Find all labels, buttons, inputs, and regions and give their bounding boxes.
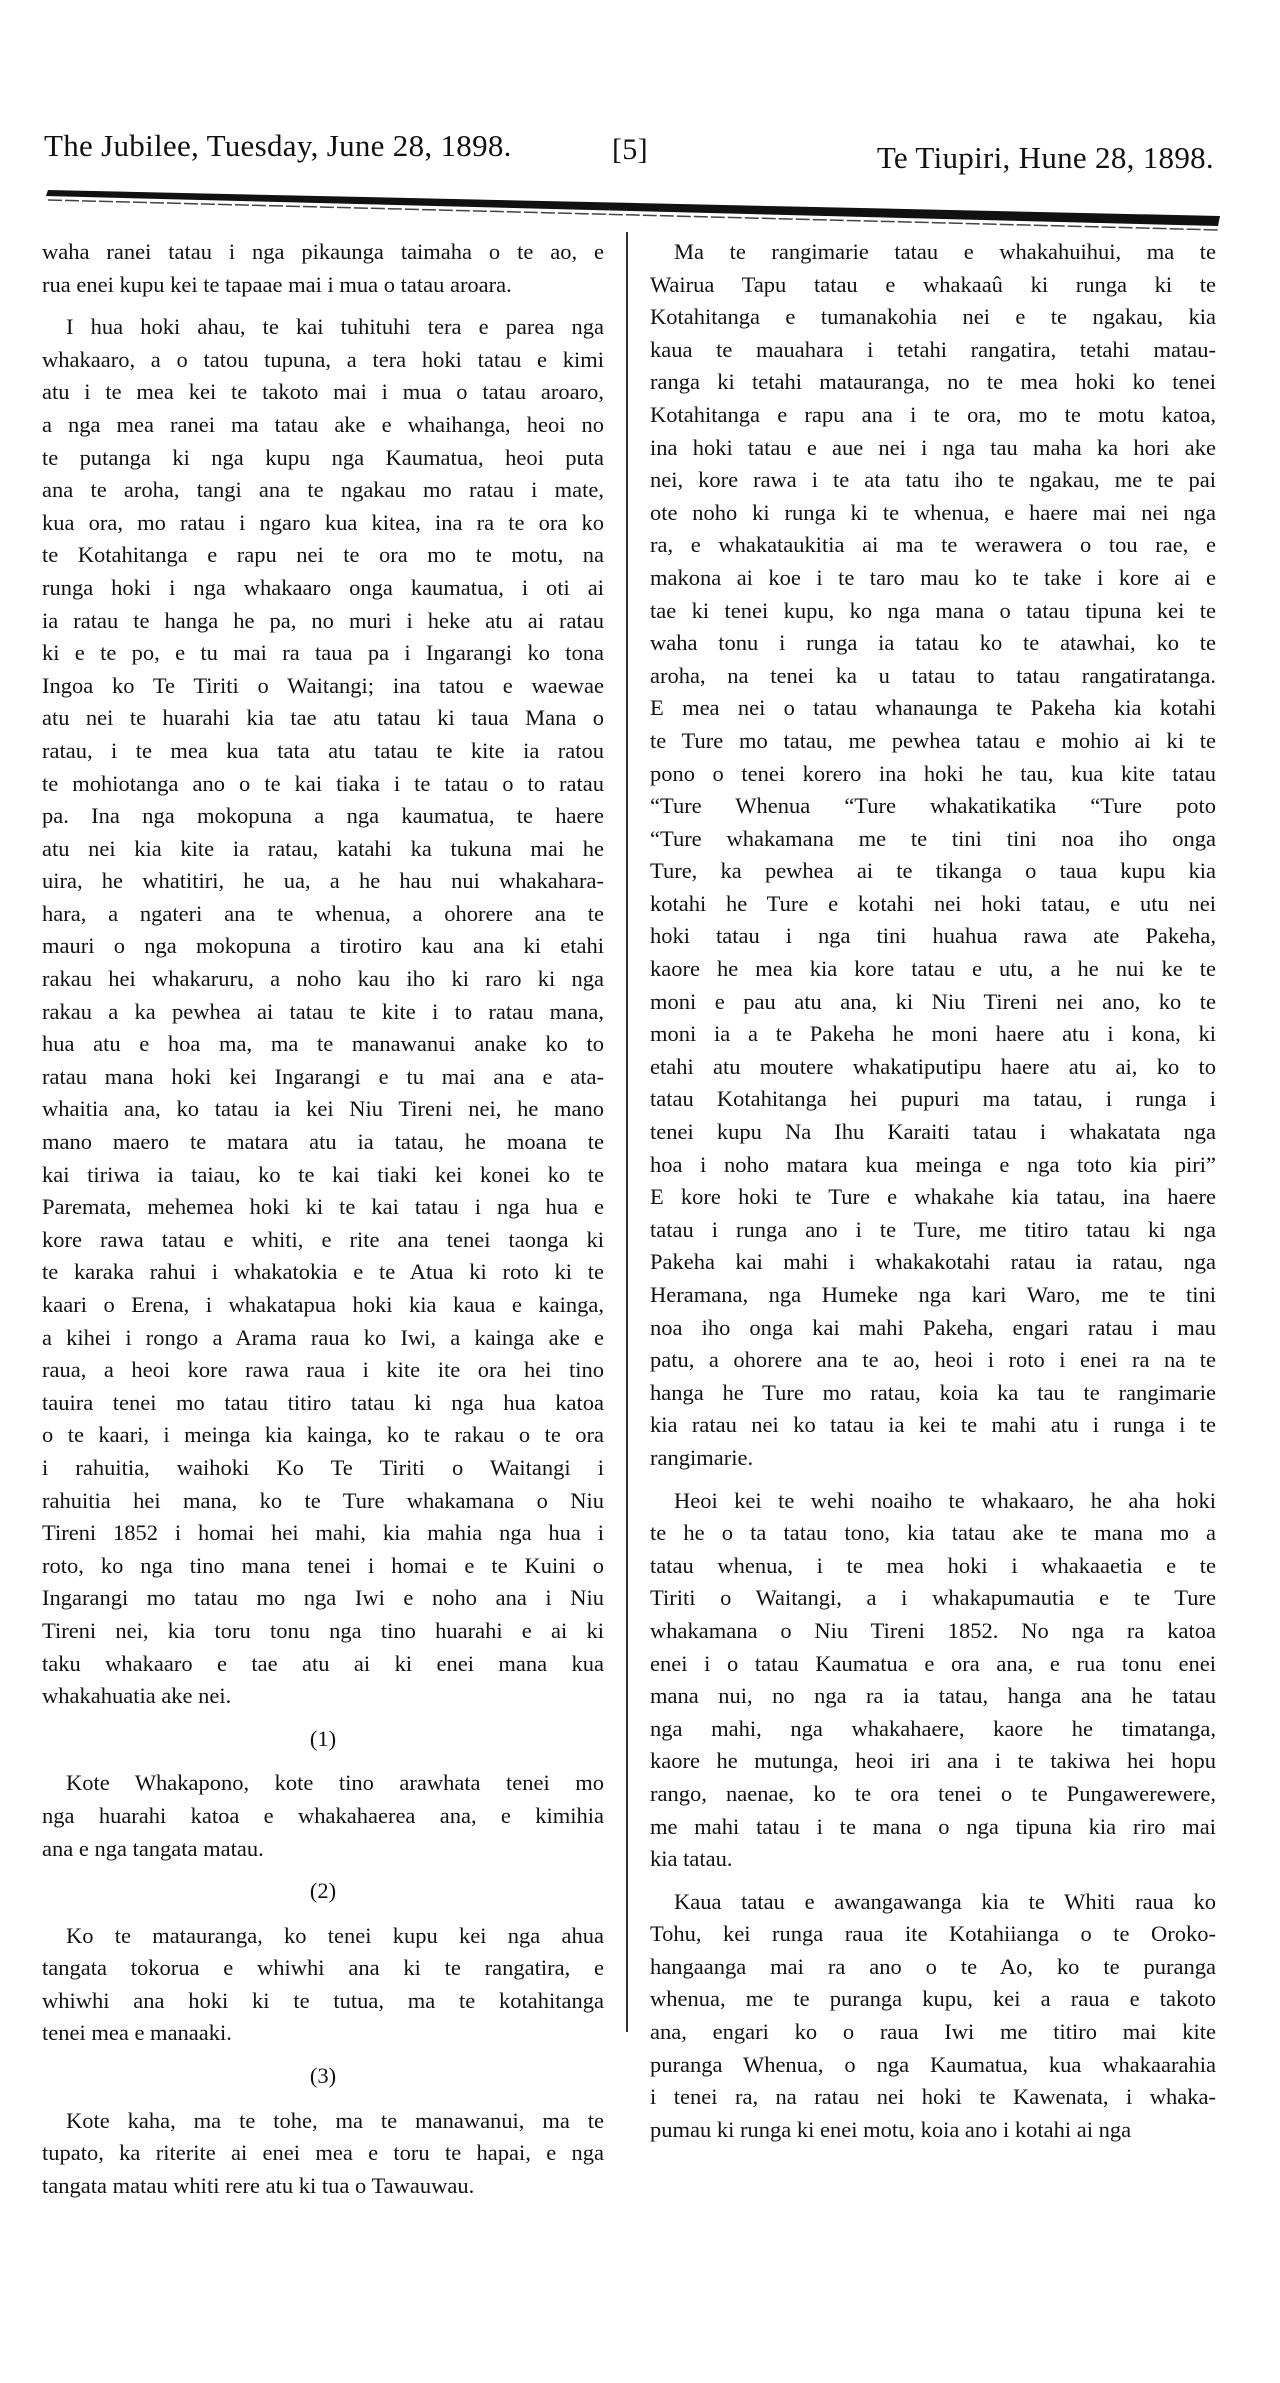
text-line: makona ai koe i te taro mau ko te take i kore ai e [650,564,1216,590]
text-line: kai tiriwa ia taiau, ko te kai tiaki kei konei ko te [42,1161,604,1187]
running-header-english: The Jubilee, Tuesday, June 28, 1898. [44,128,512,163]
column-divider [626,232,628,2032]
text-line: moni ia a te Pakeha he moni haere atu i kona, ki [650,1021,1216,1047]
paragraph [42,2105,604,2203]
text-line: hoki tatau i nga tini huahua rawa ate Pakeha, [650,923,1216,949]
section-number-heading: (3) [309,2063,337,2089]
text-line: ana, engari ko o raua Iwi me titiro mai kite [650,2019,1216,2045]
text-line: Heramana, nga Humeke nga kari Waro, me te tini [650,1282,1216,1307]
header-rule [0,182,1280,232]
text-line: Tohu, kei runga raua ite Kotahiianga o te Oroko- [650,1921,1216,1947]
text-line: Kotahitanga e tumanakohia nei e te ngakau, kia [650,304,1216,330]
text-line: kore rawa tatau e whiti, e rite ana tenei taonga ki [42,1226,604,1252]
text-line: pa. Ina nga mokopuna a nga kaumatua, te haere [42,803,604,829]
text-line: tauira tenei mo tatau titiro tatau ki nga hua katoa [42,1389,604,1415]
text-line: atu nei kia kite ia ratau, katahi ka tukuna mai he [42,835,604,861]
text-line: te putanga ki nga kupu nga Kaumatua, heoi puta [42,444,604,470]
text-line: Tireni 1852 i homai hei mahi, kia mahia nga hua i [42,1520,604,1546]
text-line: ote noho ki runga ki te whenua, e haere mai nei nga [650,499,1216,525]
text-line: Ingarangi mo tatau mo nga Iwi e noho ana i Niu [42,1585,604,1611]
text-line: “Ture whakamana me te tini tini noa iho onga [650,825,1216,851]
text-line: nga huarahi katoa e whakahaerea ana, e kimihia [42,1802,604,1828]
paragraph [650,1485,1216,1876]
text-line: tenei kupu Na Ihu Karaiti tatau i whakatata nga [650,1119,1216,1145]
text-line: kotahi he Ture e kotahi nei hoki tatau, e utu nei [650,890,1216,916]
text-line: te mohiotanga ano o te kai tiaka i te tatau o to ratau [42,770,604,796]
text-line: Heoi kei te wehi noaiho te whakaaro, he aha hoki [674,1487,1216,1513]
text-line: nei, kore rawa i te ata tatu iho te ngakau, me te pai [650,467,1216,493]
text-line: Kote kaha, ma te tohe, ma te manawanui, ma te [66,2107,604,2133]
text-line: Tireni nei, kia toru tonu nga tino huarahi e ai ki [42,1617,604,1643]
page-number: [5] [612,133,648,166]
text-line: ratau, i te mea kua tata atu tatau te kite ia ratou [42,737,604,763]
text-line: taku whakaaro e tae atu ai ki enei mana kua [42,1650,604,1676]
text-line: mana nui, no nga ra ia tatau, hanga ana he tatau [650,1683,1216,1709]
text-line: tae ki tenei kupu, ko nga mana o tatau tipuna kei te [650,597,1216,623]
text-line: rakau a ka pewhea ai tatau te kite i to ratau mana, [42,998,604,1024]
text-line: rahuitia hei mana, ko te Ture whakamana o Niu [42,1487,604,1513]
right-column [650,236,1216,2146]
text-line: E kore hoki te Ture e whakahe kia tatau, ina haere [650,1184,1216,1210]
text-line: pono o tenei korero ina hoki he tau, kua kite tatau [650,760,1216,786]
text-line: kaore he mutunga, heoi iri ana i te takiwa hei hopu [650,1748,1216,1774]
text-line: Kaua tatau e awangawanga kia te Whiti raua ko [674,1888,1216,1914]
text-line: a nga mea ranei ma tatau ake e whaihanga, heoi no [42,411,604,437]
text-line: te Ture mo tatau, me pewhea tatau e mohio ai ki te [650,727,1216,753]
text-line: waha ranei tatau i nga pikaunga taimaha o te ao, e [42,239,604,264]
left-column [42,236,604,2202]
text-line: hara, a ngateri ana te whenua, a ohorere ana te [42,900,604,926]
text-line: E mea nei o tatau whanaunga te Pakeha kia kotahi [650,695,1216,721]
text-line: atu nei te huarahi kia tae atu tatau ki taua Mana o [42,705,604,731]
text-line: etahi atu moutere whakatiputipu haere atu ai, ko to [650,1053,1216,1079]
text-line: hanga he Ture mo ratau, koia ka tau te rangimarie [650,1379,1216,1405]
paragraph [42,1767,604,1865]
text-line: tatau Kotahitanga hei pupuri ma tatau, i runga i [650,1086,1216,1112]
text-line: ra, e whakataukitia ai ma te werawera o tou rae, e [650,532,1216,558]
text-line: mano maero te matara atu ia tatau, he moana te [42,1129,604,1155]
text-line: kua ora, mo ratau i ngaro kua kitea, ina ra te ora ko [42,509,604,535]
paragraph [650,1886,1216,2147]
text-line: rakau hei whakaruru, a noho kau iho ki raro ki nga [42,966,604,992]
text-line: Pakeha kai mahi i whakakotahi ratau ia ratau, nga [650,1249,1216,1275]
text-line: a kihei i rongo a Arama raua ko Iwi, a kainga ake e [42,1324,604,1350]
paragraph [42,311,604,1713]
text-line: ana e nga tangata matau. [42,1835,264,1861]
text-line: raua, a heoi kore rawa raua i kite ite ora hei tino [42,1357,604,1383]
text-line: tangata matau whiti rere atu ki tua o Tawauwau. [42,2172,475,2198]
text-line: “Ture Whenua “Ture whakatikatika “Ture poto [650,793,1216,819]
text-line: ia ratau te hanga he pa, no muri i heke atu ai ratau [42,607,604,633]
text-line: kaua te mauahara i tetahi rangatira, tetahi matau- [650,336,1216,362]
text-line: te Kotahitanga e rapu nei te ora mo te motu, na [42,542,604,568]
text-line: kaari o Erena, i whakatapua hoki kia kaua e kainga, [42,1292,604,1317]
paragraph [42,236,604,301]
text-line: i rahuitia, waihoki Ko Te Tiriti o Waitangi i [42,1454,604,1480]
paragraph [42,1920,604,2050]
text-line: tenei mea e manaaki. [42,2020,232,2046]
text-line: uira, he whatitiri, he ua, a he hau nui whakahara- [42,868,604,894]
text-line: Ko te matauranga, ko tenei kupu kei nga ahua [66,1922,604,1948]
text-line: waha tonu i runga ia tatau ko te atawhai, ko te [650,630,1216,656]
text-line: tupato, ka riterite ai enei mea e toru te hapai, e nga [42,2140,604,2166]
text-line: hangaanga mai ra ano o te Ao, ko te puranga [650,1953,1216,1979]
text-line: tatau whenua, i te mea hoki i whakaaetia e te [650,1552,1216,1578]
text-line: Wairua Tapu tatau e whakaaû ki runga ki te [650,271,1216,297]
text-line: ki e te po, e tu mai ra taua pa i Ingarangi ko tona [42,640,604,666]
text-line: ina hoki tatau e aue nei i nga tau maha ka hori ake [650,434,1216,460]
running-header-maori: Te Tiupiri, Hune 28, 1898. [876,140,1214,175]
text-line: whakaaro, a o tatou tupuna, a tera hoki tatau e kimi [42,346,604,372]
text-line: moni e pau atu ana, ki Niu Tireni nei ano, ko te [650,988,1216,1014]
text-line: i tenei ra, na ratau nei hoki te Kawenata, i whaka- [650,2084,1216,2110]
text-line: whaitia ana, ko tatau ia kei Niu Tireni nei, he mano [42,1096,604,1122]
text-line: whenua, me te puranga kupu, kei a raua e takoto [650,1986,1216,2012]
text-line: te he o ta tatau tono, kia tatau ake te mana mo a [650,1520,1216,1546]
text-line: roto, ko nga tino mana tenei i homai e te Kuini o [42,1552,604,1578]
text-line: nga mahi, nga whakahaere, kaore he timatanga, [650,1715,1216,1741]
text-line: te karaka rahui i whakatokia e te Atua ki roto ki te [42,1259,604,1285]
text-line: Ture, ka pewhea ai te tikanga o taua kupu kia [650,858,1216,884]
text-line: runga hoki i nga whakaaro onga kaumatua, i oti ai [42,574,604,600]
section-number-heading: (1) [309,1725,337,1751]
text-line: Ingoa ko Te Tiriti o Waitangi; ina tatou e waewae [42,672,604,698]
text-line: pumau ki runga ki enei motu, koia ano i kotahi ai nga [650,2116,1132,2142]
text-line: mauri o nga mokopuna a tirotiro kau ana ki etahi [42,933,604,959]
section-number-heading: (2) [309,1878,337,1904]
text-line: Ma te rangimarie tatau e whakahuihui, ma te [674,239,1216,264]
text-line: puranga Whenua, o nga Kaumatua, kua whakaarahia [650,2051,1216,2077]
text-line: me mahi tatau i te mana o nga tipuna kia riro mai [650,1813,1216,1839]
text-line: kia ratau nei ko tatau ia kei te mahi atu i runga i te [650,1412,1216,1438]
paragraph [650,236,1216,1475]
text-line: o te kaari, i meinga kia kainga, ko te rakau o te ora [42,1422,604,1448]
text-line: patu, a ohorere ana te ao, heoi i roto i enei ra na te [650,1347,1216,1373]
text-line: hoa i noho matara kua meinga e nga toto kia piri” [650,1151,1216,1177]
text-line: enei i o tatau Kaumatua e ora ana, e rua tonu enei [650,1650,1216,1676]
text-line: I hua hoki ahau, te kai tuhituhi tera e parea nga [66,314,604,340]
text-line: Kotahitanga e rapu ana i te ora, mo te motu katoa, [650,401,1216,427]
text-line: rua enei kupu kei te tapaae mai i mua o tatau aroara. [42,271,512,297]
text-line: rangimarie. [650,1444,754,1470]
text-line: whakahuatia ake nei. [42,1683,232,1709]
text-line: ranga ki tetahi matauranga, no te mea hoki ko tenei [650,369,1216,395]
text-line: atu i te mea kei te takoto mai i mua o tatau aroaro, [42,379,604,405]
text-line: aroha, na tenei ka u tatau to tatau rangatiratanga. [650,662,1216,688]
text-line: Kote Whakapono, kote tino arawhata tenei mo [66,1770,604,1796]
text-line: kia tatau. [650,1846,733,1872]
text-line: ana te aroha, tangi ana te ngakau mo ratau i mate, [42,477,604,503]
text-line: Paremata, mehemea hoki ki te kai tatau i nga hua e [42,1194,604,1220]
text-line: noa iho onga kai mahi Pakeha, engari ratau i mau [650,1314,1216,1340]
text-line: ratau mana hoki kei Ingarangi e tu mai ana e ata- [42,1063,604,1089]
text-line: whiwhi ana hoki ki te tutua, ma te kotahitanga [42,1987,604,2013]
text-line: Tiriti o Waitangi, a i whakapumautia e te Ture [650,1585,1216,1611]
text-line: whakamana o Niu Tireni 1852. No nga ra katoa [650,1617,1216,1643]
text-line: hua atu e hoa ma, ma te manawanui anake ko to [42,1031,604,1057]
text-line: kaore he mea kia kore tatau e utu, a he nui ke te [650,956,1216,982]
text-line: rango, naenae, ko te ora tenei o te Pungawerewere, [650,1780,1216,1806]
text-line: tatau i runga ano i te Ture, me titiro tatau ki nga [650,1216,1216,1242]
text-line: tangata tokorua e whiwhi ana ki te rangatira, e [42,1955,604,1981]
